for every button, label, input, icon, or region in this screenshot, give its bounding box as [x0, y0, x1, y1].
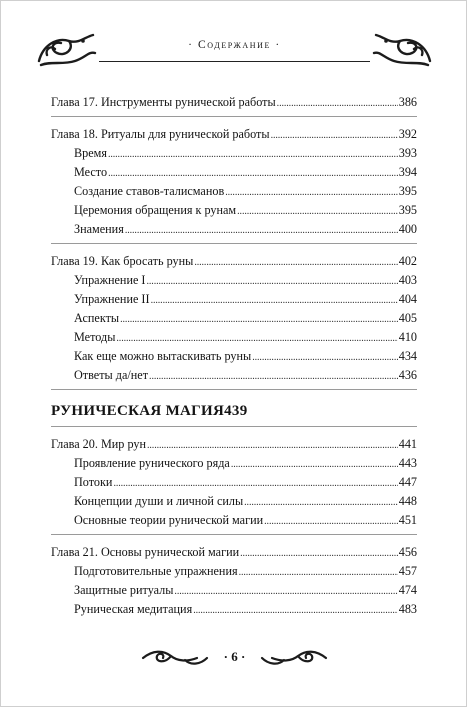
toc-page-number: 436 — [398, 368, 417, 382]
toc-entry-title: Руническая медитация — [74, 602, 193, 616]
toc-part-title: РУНИЧЕСКАЯ МАГИЯ — [51, 403, 225, 419]
toc-chapter-group — [51, 252, 417, 390]
toc-entry-title: Упражнение II — [74, 292, 150, 306]
toc-entry-title: Ответы да/нет — [74, 368, 149, 382]
dot-leader — [252, 347, 398, 367]
dot-leader — [239, 562, 398, 582]
toc-subsection-entry — [51, 290, 417, 309]
toc-subsection-entry — [51, 492, 417, 511]
toc-entry-title: Глава 19. Как бросать руны — [51, 254, 194, 268]
toc-page-number: 441 — [398, 437, 417, 451]
toc-entry-title: Время — [74, 146, 107, 160]
toc-chapter-entry — [51, 252, 417, 271]
toc-chapter-group — [51, 435, 417, 535]
page-header — [29, 29, 440, 71]
dot-leader — [108, 144, 398, 164]
toc-page-number: 483 — [398, 602, 417, 616]
toc-page-number: 392 — [398, 127, 417, 141]
toc-entry-title: Как еще можно вытаскивать руны — [74, 349, 252, 363]
toc-entry-title: Создание ставов-талисманов — [74, 184, 225, 198]
toc-entry-title: Концепции души и личной силы — [74, 494, 244, 508]
toc-page-number: 395 — [398, 184, 417, 198]
toc-page-number: 448 — [398, 494, 417, 508]
toc-subsection-entry — [51, 347, 417, 366]
dot-leader — [194, 252, 397, 272]
toc-subsection-entry — [51, 600, 417, 619]
toc-page-number: 474 — [398, 583, 417, 597]
toc-subsection-entry — [51, 562, 417, 581]
toc-entry-title: Подготовительные упражнения — [74, 564, 238, 578]
toc-entry-title: Проявление рунического ряда — [74, 456, 230, 470]
dot-leader — [147, 271, 398, 291]
toc-page-number: 405 — [398, 311, 417, 325]
toc-page-number: 393 — [398, 146, 417, 160]
toc-subsection-entry — [51, 473, 417, 492]
toc-entry-title: Основные теории рунической магии — [74, 513, 264, 527]
toc-page-number: 434 — [398, 349, 417, 363]
toc-page-number: 395 — [398, 203, 417, 217]
dot-leader — [151, 290, 398, 310]
dot-leader — [231, 454, 398, 474]
toc-page-number: 400 — [398, 222, 417, 236]
dot-leader — [116, 328, 397, 348]
toc-page-number: 439 — [224, 403, 248, 419]
page-number: · 6 · — [223, 649, 246, 664]
toc-chapter-entry — [51, 543, 417, 562]
toc-chapter-entry — [51, 93, 417, 112]
dot-leader — [225, 182, 398, 202]
dot-leader — [264, 511, 398, 531]
dot-leader — [113, 473, 397, 493]
dot-leader — [120, 309, 398, 329]
toc-entry-title: Глава 17. Инструменты рунической работы — [51, 95, 276, 109]
toc-entry-title: Защитные ритуалы — [74, 583, 174, 597]
dot-leader — [193, 600, 398, 620]
scroll-ornament-icon — [260, 648, 328, 668]
dot-leader — [271, 125, 398, 145]
toc-page-number: 404 — [398, 292, 417, 306]
toc-page-number: 386 — [398, 95, 417, 109]
toc-subsection-entry — [51, 163, 417, 182]
toc-entry-title: Знамения — [74, 222, 124, 236]
dot-leader — [147, 435, 398, 455]
toc-chapter-entry — [51, 125, 417, 144]
toc-page-number: 394 — [398, 165, 417, 179]
toc-subsection-entry — [51, 144, 417, 163]
toc-page-number: 451 — [398, 513, 417, 527]
toc-subsection-entry — [51, 454, 417, 473]
dot-leader — [237, 201, 398, 221]
toc-subsection-entry — [51, 366, 417, 385]
toc-page-number: 457 — [398, 564, 417, 578]
page-footer — [121, 645, 348, 671]
dot-leader — [149, 366, 398, 386]
toc-subsection-entry — [51, 511, 417, 530]
toc-entry-title: Церемония обращения к рунам — [74, 203, 237, 217]
toc-entry-title: Упражнение I — [74, 273, 146, 287]
header-rule — [99, 61, 370, 62]
toc-part-heading — [51, 398, 417, 427]
toc-subsection-entry — [51, 581, 417, 600]
toc-subsection-entry — [51, 182, 417, 201]
dot-leader — [174, 581, 397, 601]
knot-beast-icon — [370, 31, 434, 69]
toc-entry-title: Глава 21. Основы рунической магии — [51, 545, 240, 559]
toc-chapter-group — [51, 93, 417, 117]
dot-leader — [125, 220, 398, 240]
toc-subsection-entry — [51, 328, 417, 347]
page-title: · Содержание · — [188, 39, 281, 51]
dot-leader — [108, 163, 398, 183]
toc-chapter-entry — [51, 435, 417, 454]
toc-subsection-entry — [51, 271, 417, 290]
toc-subsection-entry — [51, 309, 417, 328]
toc-subsection-entry — [51, 201, 417, 220]
toc-entry-title: Глава 18. Ритуалы для рунической работы — [51, 127, 270, 141]
toc-subsection-entry — [51, 220, 417, 239]
toc-entry-title: Глава 20. Мир рун — [51, 437, 146, 451]
toc-entry-title: Методы — [74, 330, 116, 344]
toc-page-number: 402 — [398, 254, 417, 268]
toc-page-number: 443 — [398, 456, 417, 470]
toc-page-number: 403 — [398, 273, 417, 287]
toc-chapter-group — [51, 543, 417, 623]
toc-page-number: 456 — [398, 545, 417, 559]
toc-page-number: 410 — [398, 330, 417, 344]
toc-entry-title: Потоки — [74, 475, 113, 489]
dot-leader — [277, 93, 398, 113]
toc-chapter-group — [51, 125, 417, 244]
table-of-contents — [51, 93, 417, 631]
toc-entry-title: Место — [74, 165, 108, 179]
dot-leader — [244, 492, 398, 512]
toc-entry-title: Аспекты — [74, 311, 120, 325]
toc-page-number: 447 — [398, 475, 417, 489]
dot-leader — [240, 543, 398, 563]
